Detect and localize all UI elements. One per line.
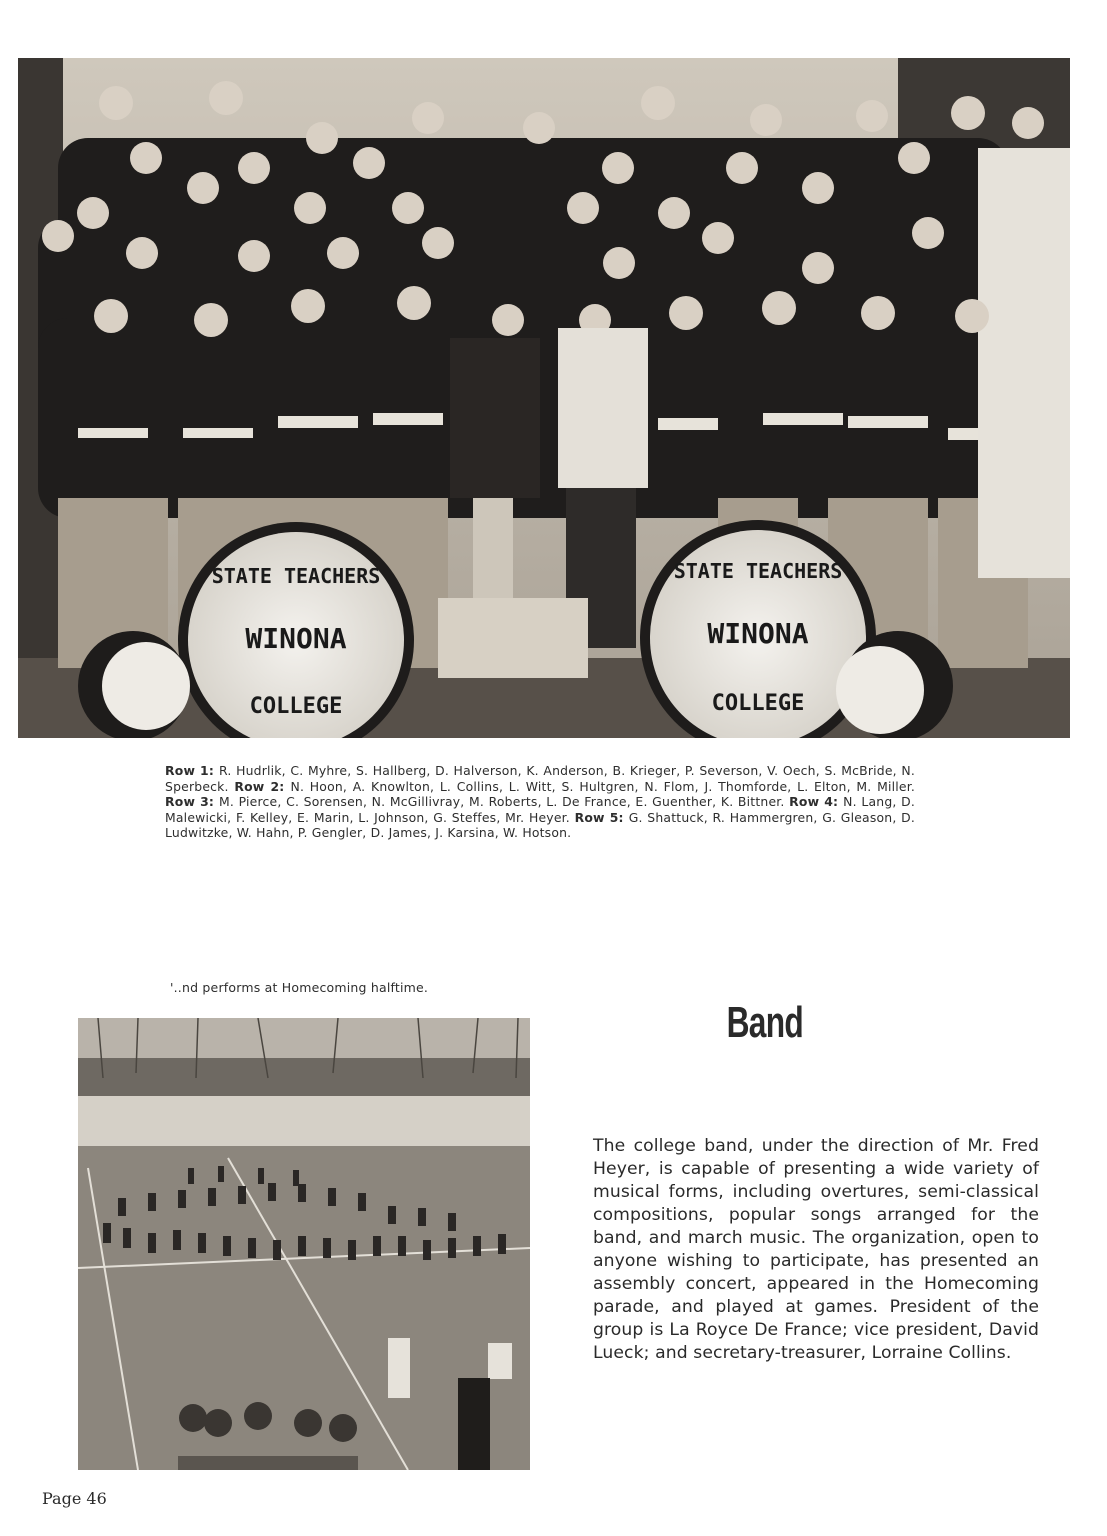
halftime-field-photo-image: [78, 1018, 530, 1470]
drum-left-middle-text: WINONA: [245, 622, 347, 655]
row-4-names: N. Lang, D. Malewicki, F. Kelley, E. Marin, L. Johnson, G. Steffes, Mr. Heyer.: [165, 794, 915, 825]
row-3-names: M. Pierce, C. Sorensen, N. McGillivray, M. Roberts, L. De France, E. Guenther, K. Bittner.: [219, 794, 790, 810]
drum-right-middle-text: WINONA: [707, 617, 809, 650]
drum-right-bottom-text: COLLEGE: [711, 691, 805, 716]
row-5-label: Row 5:: [574, 809, 629, 825]
row-2-names: N. Hoon, A. Knowlton, L. Collins, L. Witt, S. Hultgren, N. Flom, J. Thomforde, L. Elton, M. Miller.: [290, 778, 916, 794]
field-photo-caption: '..nd performs at Homecoming halftime.: [170, 980, 429, 995]
drum-left-bottom-text: COLLEGE: [249, 694, 343, 719]
drum-left-top-text: STATE TEACHERS: [211, 564, 381, 588]
row-4-label: Row 4:: [789, 794, 844, 810]
row-5-names: G. Shattuck, R. Hammergren, G. Gleason, D. Ludwitzke, W. Hahn, P. Gengler, D. James, J. Karsina, W. Hotson.: [165, 809, 916, 841]
row-1-names: R. Hudrlik, C. Myhre, S. Hallberg, D. Halverson, K. Anderson, B. Krieger, P. Severson, V. Oech, S. McBride, N. Sperbeck.: [165, 763, 915, 794]
row-2-label: Row 2:: [234, 778, 291, 794]
section-title: Band: [726, 998, 803, 1047]
halftime-field-photo: [78, 1018, 530, 1470]
band-group-photo-image: [18, 58, 1070, 738]
page-number: Page 46: [42, 1489, 107, 1508]
row-3-label: Row 3:: [165, 794, 220, 810]
band-group-photo: [18, 58, 1070, 738]
roster-caption: [165, 763, 915, 841]
band-description: The college band, under the direction of Mr. Fred Heyer, is capable of presenting a wide variety of musical forms, including overtures, semi-classical compositions, popular songs arranged for the band, and march music. The organization, open to anyone wishing to participate, has presented an assembly concert, appeared in the Homecoming parade, and played at games. President of the group is La Royce De France; vice president, David Lueck; and secretary-treasurer, Lorraine Collins.: [593, 1136, 1039, 1363]
drum-right-top-text: STATE TEACHERS: [673, 559, 843, 583]
row-1-label: Row 1:: [165, 763, 219, 778]
